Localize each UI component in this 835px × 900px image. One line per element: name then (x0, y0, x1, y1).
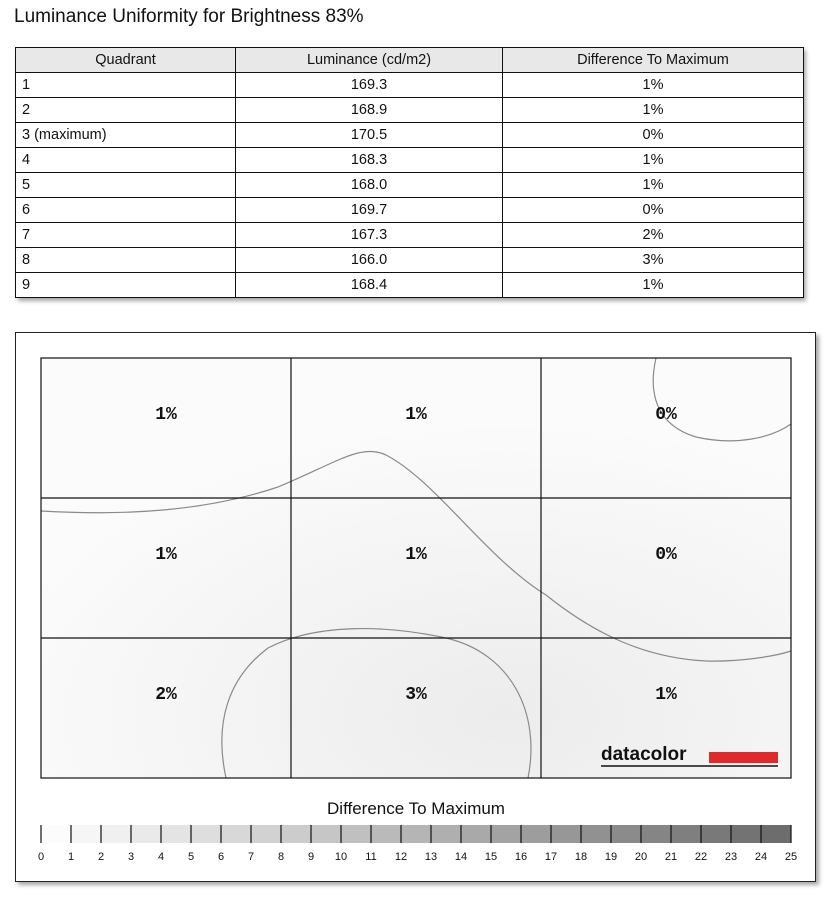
table-row (16, 223, 804, 248)
scale-swatch (521, 825, 552, 843)
table-cell: 1% (503, 98, 804, 123)
table-cell: 2% (503, 223, 804, 248)
scale-swatch (161, 825, 192, 843)
table-cell: 0% (503, 123, 804, 148)
table-header-cell: Quadrant (16, 48, 236, 73)
table-cell: 8 (16, 248, 236, 273)
scale-tick-label: 14 (454, 851, 468, 863)
scale-tick-label: 13 (424, 851, 438, 863)
table-row (16, 273, 804, 298)
scale-swatch (671, 825, 702, 843)
scale-tick-label: 4 (157, 851, 165, 863)
table-cell: 169.7 (236, 198, 503, 223)
table-cell: 168.4 (236, 273, 503, 298)
scale-tick-label: 23 (724, 851, 738, 863)
table-row (16, 148, 804, 173)
table-header-cell: Luminance (cd/m2) (236, 48, 503, 73)
scale-swatch (191, 825, 222, 843)
table-cell: 167.3 (236, 223, 503, 248)
scale-swatch (491, 825, 522, 843)
scale-tick-label: 1 (67, 851, 75, 863)
scale-tick-label: 12 (394, 851, 408, 863)
scale-swatch (401, 825, 432, 843)
datacolor-logo-bar (709, 752, 778, 763)
scale-tick-label: 19 (604, 851, 618, 863)
scale-tick-label: 25 (784, 851, 798, 863)
scale-swatch (71, 825, 102, 843)
scale-tick-label: 11 (365, 851, 377, 863)
table-header-cell: Difference To Maximum (503, 48, 804, 73)
cell-value-label: 1% (655, 685, 677, 705)
datacolor-logo-text: datacolor (601, 744, 687, 765)
scale-tick-label: 9 (307, 851, 315, 863)
table-cell: 168.0 (236, 173, 503, 198)
table-cell: 5 (16, 173, 236, 198)
scale-tick-label: 2 (97, 851, 105, 863)
scale-swatch (701, 825, 732, 843)
cell-value-label: 0% (655, 405, 677, 425)
scale-tick-label: 24 (754, 851, 768, 863)
cell-value-label: 1% (155, 545, 177, 565)
scale-tick-label: 8 (277, 851, 285, 863)
scale-swatch (431, 825, 462, 843)
table-cell: 170.5 (236, 123, 503, 148)
scale-swatch (311, 825, 342, 843)
table-cell: 166.0 (236, 248, 503, 273)
scale-tick-label: 20 (634, 851, 648, 863)
cell-value-label: 1% (405, 405, 427, 425)
table-cell: 3 (maximum) (16, 123, 236, 148)
table-body (16, 73, 804, 298)
scale-swatch (41, 825, 72, 843)
table-cell: 1% (503, 148, 804, 173)
table-cell: 1% (503, 273, 804, 298)
table-cell: 6 (16, 198, 236, 223)
scale-swatch (461, 825, 492, 843)
table-cell: 1 (16, 73, 236, 98)
scale-swatch (611, 825, 642, 843)
scale-tick-label: 22 (694, 851, 708, 863)
table-cell: 0% (503, 198, 804, 223)
scale-swatch (641, 825, 672, 843)
cell-value-label: 1% (155, 405, 177, 425)
scale-swatch (281, 825, 312, 843)
scale-tick-label: 18 (574, 851, 588, 863)
cell-value-label: 0% (655, 545, 677, 565)
table-cell: 7 (16, 223, 236, 248)
uniformity-figure (15, 332, 816, 882)
table-cell: 169.3 (236, 73, 503, 98)
cell-value-label: 2% (155, 685, 177, 705)
scale-swatch (221, 825, 252, 843)
scale-swatch (131, 825, 162, 843)
scale-swatch (581, 825, 612, 843)
table-header-row (16, 48, 804, 73)
table-cell: 168.3 (236, 148, 503, 173)
scale-swatch (101, 825, 132, 843)
scale-tick-label: 10 (334, 851, 348, 863)
scale-tick-label: 5 (187, 851, 195, 863)
scale-tick-label: 21 (664, 851, 678, 863)
scale-tick-label: 15 (484, 851, 498, 863)
table-row (16, 98, 804, 123)
scale-title: Difference To Maximum (327, 799, 505, 818)
table-cell: 1% (503, 73, 804, 98)
table-cell: 4 (16, 148, 236, 173)
luminance-table (15, 47, 804, 298)
table-cell: 168.9 (236, 98, 503, 123)
table-row (16, 173, 804, 198)
scale-tick-label: 0 (37, 851, 45, 863)
table-row (16, 248, 804, 273)
luminance-table-wrapper (15, 47, 803, 298)
scale-swatch (761, 825, 792, 843)
table-cell: 1% (503, 173, 804, 198)
cell-value-label: 1% (405, 545, 427, 565)
table-row (16, 73, 804, 98)
table-cell: 9 (16, 273, 236, 298)
uniformity-heatmap (16, 333, 815, 881)
table-cell: 3% (503, 248, 804, 273)
table-cell: 2 (16, 98, 236, 123)
table-row (16, 198, 804, 223)
scale-tick-label: 7 (247, 851, 255, 863)
scale-tick-label: 16 (514, 851, 528, 863)
table-row (16, 123, 804, 148)
scale-swatch (731, 825, 762, 843)
scale-swatch (251, 825, 282, 843)
scale-tick-label: 6 (217, 851, 225, 863)
scale-tick-label: 3 (127, 851, 135, 863)
scale-swatch (341, 825, 372, 843)
scale-swatch (551, 825, 582, 843)
cell-value-label: 3% (405, 685, 427, 705)
page-title: Luminance Uniformity for Brightness 83% (14, 6, 364, 27)
scale-swatch (371, 825, 402, 843)
scale-tick-label: 17 (544, 851, 558, 863)
